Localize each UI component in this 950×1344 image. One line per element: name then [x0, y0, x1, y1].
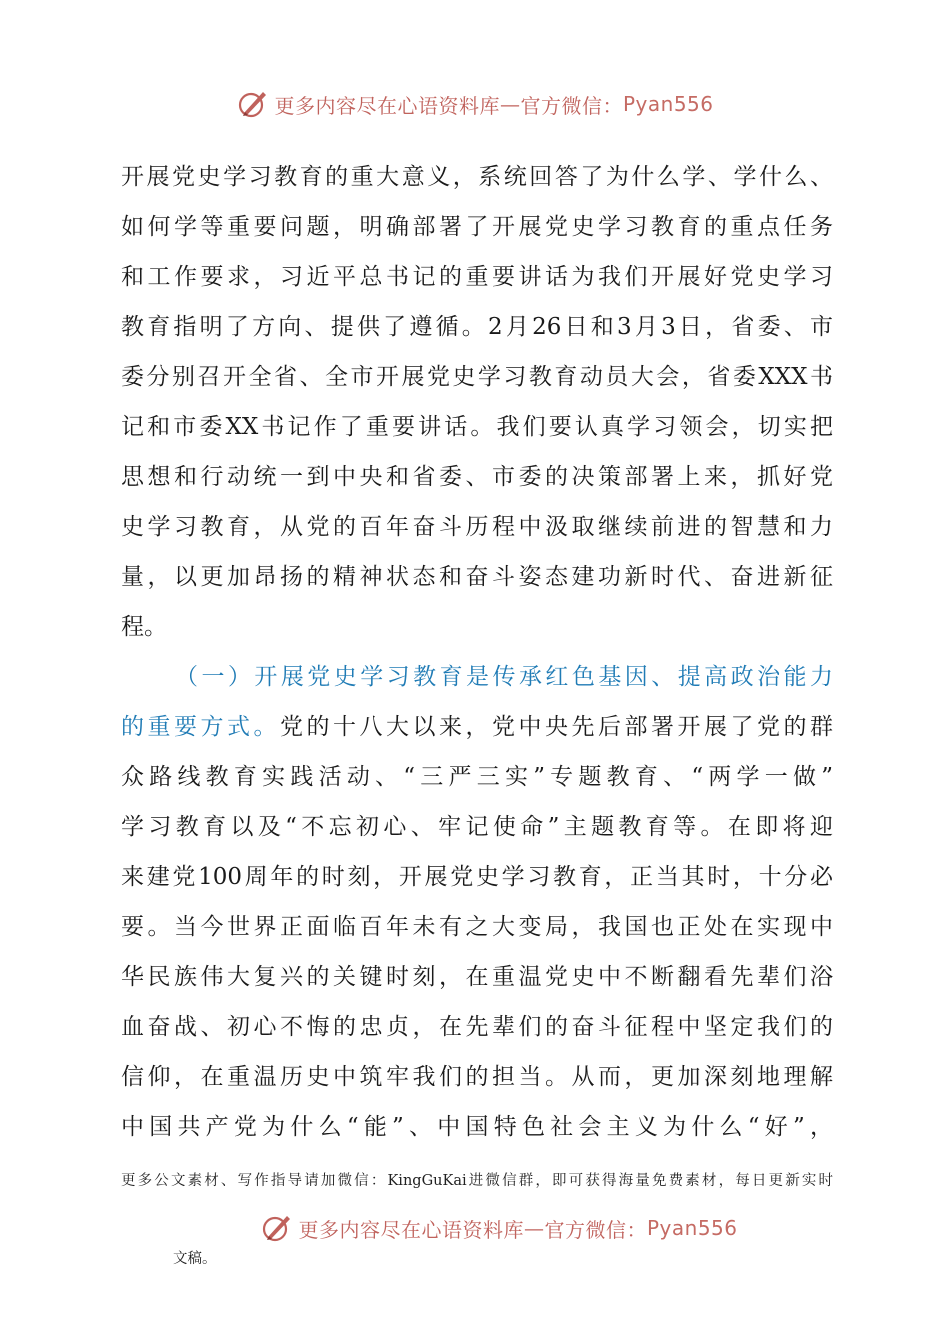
watermark-dash: — [523, 1216, 545, 1240]
text-line: 如何学等重要问题，明确部署了开展党史学习教育的重点任务 [121, 214, 833, 240]
watermark-dash: — [499, 92, 521, 116]
text-line: 要。当今世界正面临百年未有之大变局，我国也正处在实现中 [121, 914, 833, 940]
text-line: 委分别召开全省、全市开展党史学习教育动员大会，省委XXX书 [121, 364, 833, 390]
pen-logo-icon [236, 87, 270, 121]
text-line: 众路线教育实践活动、“三严三实”专题教育、“两学一做” [121, 764, 833, 790]
text-line: 记和市委XX书记作了重要讲话。我们要认真学习领会，切实把 [121, 414, 833, 440]
text-line: 开展党史学习教育的重大意义，系统回答了为什么学、学什么、 [121, 164, 833, 190]
text-line: 和工作要求，习近平总书记的重要讲话为我们开展好党史学习 [121, 264, 833, 290]
watermark-label: 官方微信： [544, 1217, 647, 1242]
watermark-header [0, 84, 950, 124]
text-line: 史学习教育，从党的百年奋斗历程中汲取继续前进的智慧和力 [121, 514, 833, 540]
text-line: 学习教育以及“不忘初心、牢记使命”主题教育等。在即将迎 [121, 814, 833, 840]
text-line [121, 702, 833, 752]
footer-note: 更多公文素材、写作指导请加微信：KingGuKai进微信群，即可获得海量免费素材，每日更新实时 [121, 1173, 833, 1189]
watermark-account: Pyan556 [646, 1216, 738, 1240]
footer-tail: 文稿。 [173, 1251, 217, 1267]
watermark-label: 官方微信： [520, 93, 623, 118]
document-body [121, 152, 833, 1152]
text-line: 程。 [121, 614, 167, 640]
watermark-site: 更多内容尽在心语资料库 [298, 1217, 524, 1242]
section-heading-end: 的重要方式。 [121, 714, 280, 740]
text-line: 教育指明了方向、提供了遵循。2月26日和3月3日，省委、市 [121, 314, 833, 340]
text-line: 信仰，在重温历史中筑牢我们的担当。从而，更加深刻地理解 [121, 1064, 833, 1090]
pen-logo-icon [260, 1211, 294, 1245]
text-line: 来建党100周年的时刻，开展党史学习教育，正当其时，十分必 [121, 864, 833, 890]
watermark-site: 更多内容尽在心语资料库 [274, 93, 500, 118]
text-line: 量，以更加昂扬的精神状态和奋斗姿态建功新时代、奋进新征 [121, 564, 833, 590]
watermark-footer [24, 1208, 950, 1248]
text-line: 血奋战、初心不悔的忠贞，在先辈们的奋斗征程中坚定我们的 [121, 1014, 833, 1040]
text-line: 思想和行动统一到中央和省委、市委的决策部署上来，抓好党 [121, 464, 833, 490]
text-line: 中国共产党为什么“能”、中国特色社会主义为什么“好”， [121, 1114, 833, 1140]
watermark-account: Pyan556 [622, 92, 714, 116]
text-line: 华民族伟大复兴的关键时刻，在重温党史中不断翻看先辈们浴 [121, 964, 833, 990]
section-heading: （一）开展党史学习教育是传承红色基因、提高政治能力 [175, 664, 833, 690]
text-segment: 党的十八大以来，党中央先后部署开展了党的群 [280, 714, 833, 740]
